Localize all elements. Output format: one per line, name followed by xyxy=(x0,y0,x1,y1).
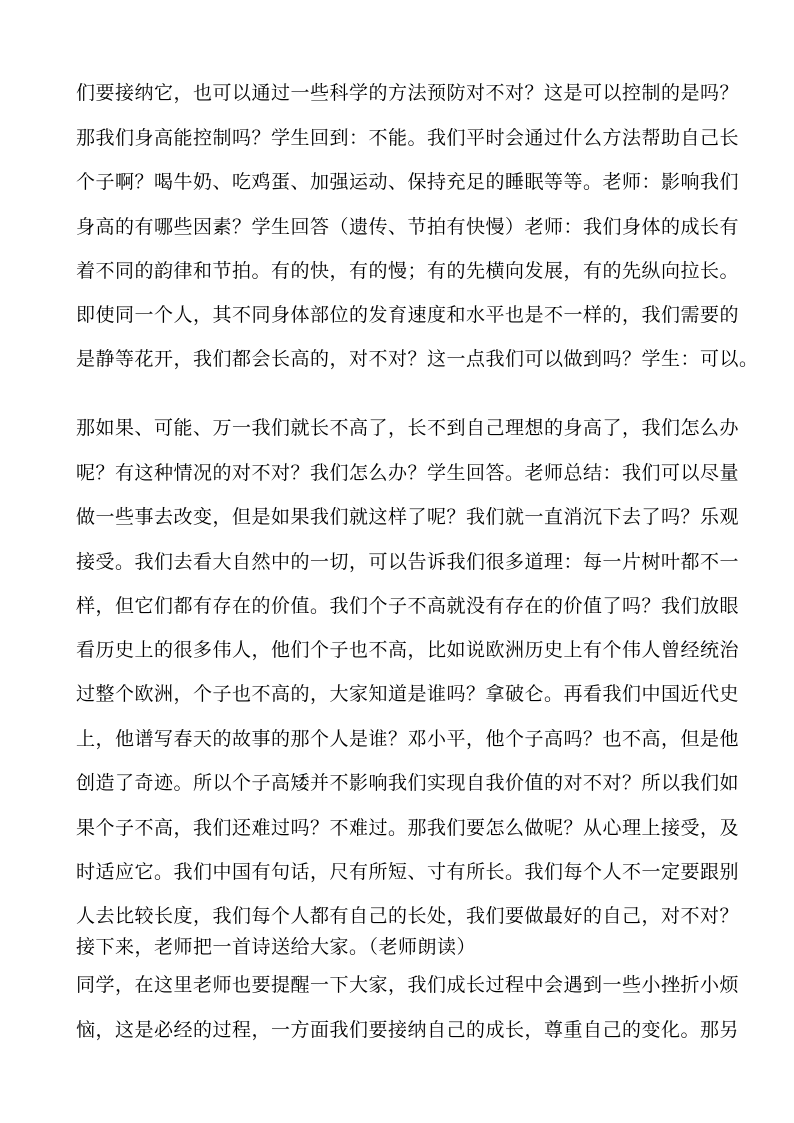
text-line: 身高的有哪些因素？学生回答（遗传、节拍有快慢）老师：我们身体的成长有 xyxy=(76,216,740,238)
text-line: 果个子不高，我们还难过吗？不难过。那我们要怎么做呢？从心理上接受，及 xyxy=(76,817,740,839)
text-line: 做一些事去改变，但是如果我们就这样了呢？我们就一直消沉下去了吗？乐观 xyxy=(76,506,740,528)
text-line: 那如果、可能、万一我们就长不高了，长不到自己理想的身高了，我们怎么办 xyxy=(76,417,740,439)
text-line: 恼，这是必经的过程，一方面我们要接纳自己的成长，尊重自己的变化。那另 xyxy=(76,1019,740,1041)
text-line: 是静等花开，我们都会长高的，对不对？这一点我们可以做到吗？学生：可以。 xyxy=(76,348,759,370)
text-line: 呢？有这种情况的对不对？我们怎么办？学生回答。老师总结：我们可以尽量 xyxy=(76,462,740,484)
text-line: 那我们身高能控制吗？学生回到：不能。我们平时会通过什么方法帮助自己长 xyxy=(76,127,740,149)
text-line: 个子啊？喝牛奶、吃鸡蛋、加强运动、保持充足的睡眠等等。老师：影响我们 xyxy=(76,171,740,193)
text-line: 着不同的韵律和节拍。有的快，有的慢；有的先横向发展，有的先纵向拉长。 xyxy=(76,260,740,282)
text-line: 过整个欧洲，个子也不高的，大家知道是谁吗？拿破仑。再看我们中国近代史 xyxy=(76,683,740,705)
text-line: 接受。我们去看大自然中的一切，可以告诉我们很多道理：每一片树叶都不一 xyxy=(76,551,740,573)
text-line: 时适应它。我们中国有句话，尺有所短、寸有所长。我们每个人不一定要跟别 xyxy=(76,861,740,883)
text-line: 创造了奇迹。所以个子高矮并不影响我们实现自我价值的对不对？所以我们如 xyxy=(76,772,740,794)
text-line: 看历史上的很多伟人，他们个子也不高，比如说欧洲历史上有个伟人曾经统治 xyxy=(76,639,740,661)
text-line: 同学，在这里老师也要提醒一下大家，我们成长过程中会遇到一些小挫折小烦 xyxy=(76,974,740,996)
text-line: 样，但它们都有存在的价值。我们个子不高就没有存在的价值了吗？我们放眼 xyxy=(76,595,740,617)
text-line: 们要接纳它，也可以通过一些科学的方法预防对不对？这是可以控制的是吗？ xyxy=(76,82,740,104)
text-line: 接下来，老师把一首诗送给大家。（老师朗读） xyxy=(76,936,477,958)
text-line: 人去比较长度，我们每个人都有自己的长处，我们要做最好的自己，对不对？ xyxy=(76,905,740,927)
text-line: 上，他谱写春天的故事的那个人是谁？邓小平，他个子高吗？也不高，但是他 xyxy=(76,728,740,750)
text-line: 即使同一个人，其不同身体部位的发育速度和水平也是不一样的，我们需要的 xyxy=(76,304,740,326)
